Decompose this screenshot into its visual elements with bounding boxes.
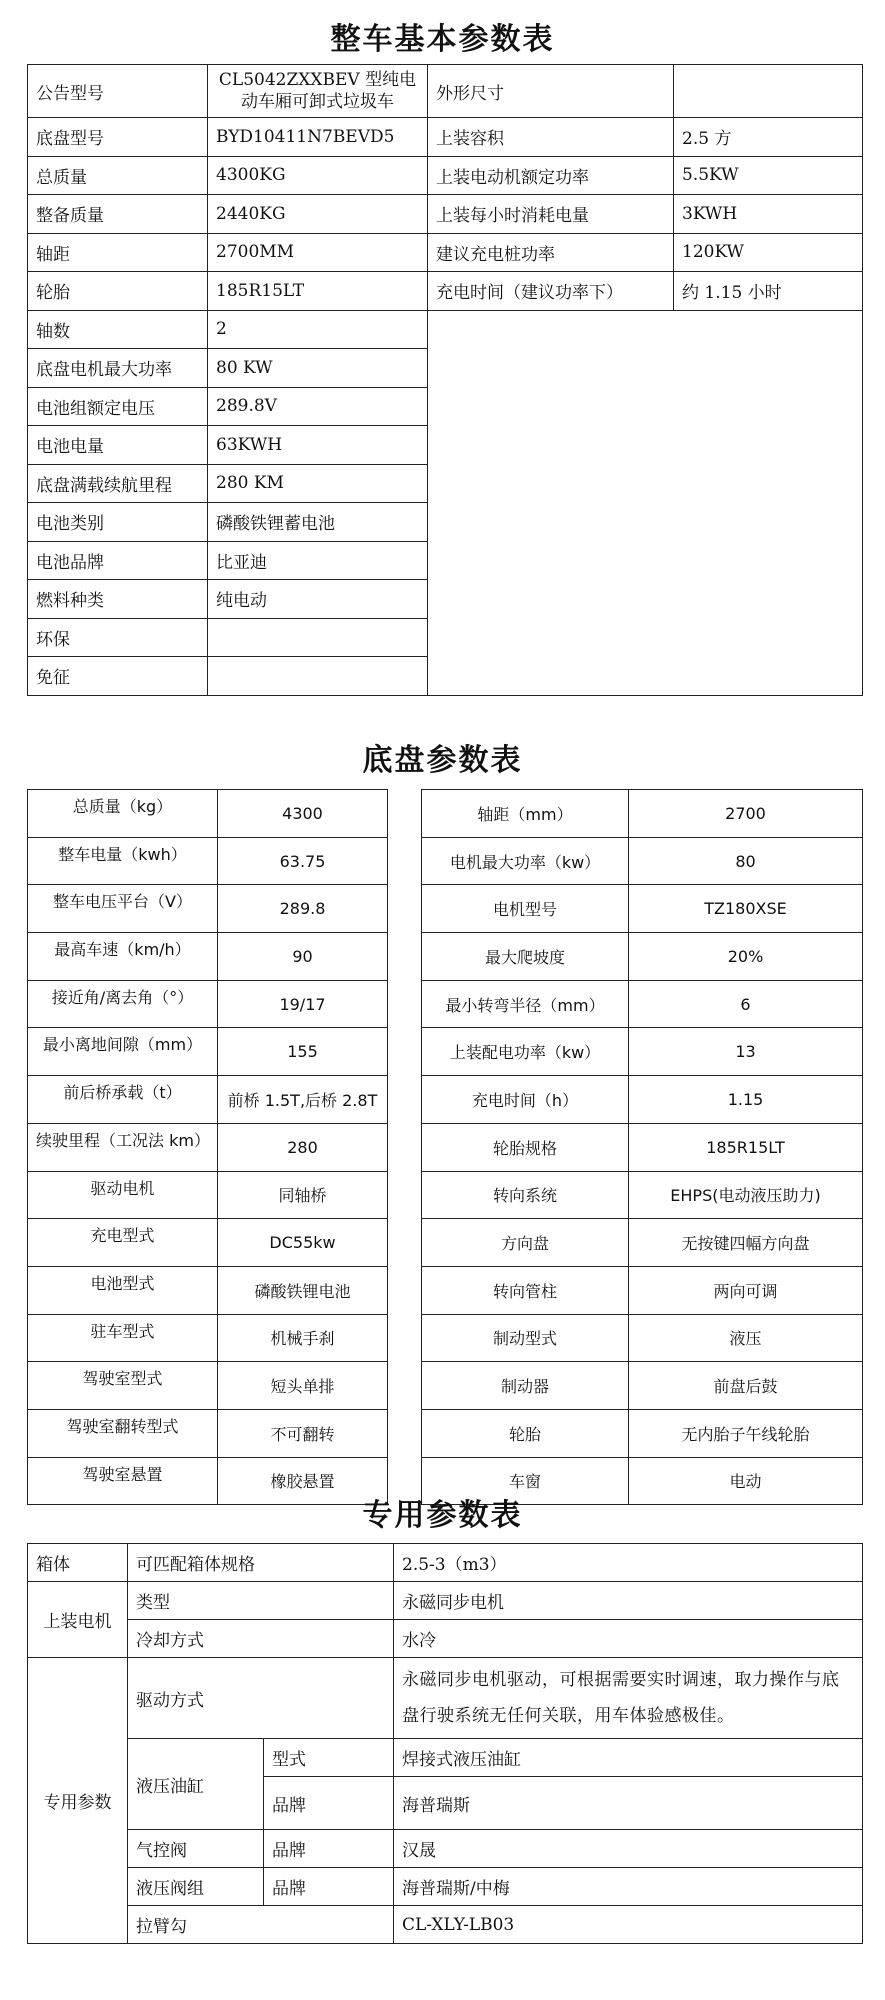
cell-value: 2440KG — [208, 195, 428, 234]
cell-label: 整备质量 — [28, 195, 208, 234]
cooling-value: 水冷 — [394, 1620, 863, 1658]
cell-value: TZ180XSE — [629, 885, 863, 933]
table-row — [28, 118, 863, 157]
table-row — [28, 156, 863, 195]
table-row — [28, 1266, 863, 1314]
cell-label: 方向盘 — [422, 1219, 629, 1267]
cell-value: 13 — [629, 1028, 863, 1076]
cell-label: 转向管柱 — [422, 1266, 629, 1314]
table-row — [28, 310, 863, 349]
cell-value: 纯电动 — [208, 580, 428, 619]
cell-value: EHPS(电动液压助力) — [629, 1171, 863, 1219]
cell-label: 电机最大功率（kw） — [422, 837, 629, 885]
cell-value: 比亚迪 — [208, 541, 428, 580]
cell-value: 120KW — [674, 233, 863, 272]
table-row — [28, 885, 863, 933]
cell-value: 63KWH — [208, 426, 428, 465]
basic-params-table — [27, 64, 863, 696]
cyl-brand-value: 海普瑞斯 — [394, 1777, 863, 1830]
cell-value: 63.75 — [218, 837, 388, 885]
drive-value: 永磁同步电机驱动，可根据需要实时调速，取力操作与底盘行驶系统无任何关联，用车体验感极佳。 — [394, 1658, 863, 1739]
cell-value: 4300KG — [208, 156, 428, 195]
cell-label: 最大爬坡度 — [422, 933, 629, 981]
column-gap — [388, 1219, 422, 1267]
cell-label: 最高车速（km/h） — [28, 933, 218, 981]
table-row — [28, 1028, 863, 1076]
cell-value: 80 KW — [208, 349, 428, 388]
table-row — [28, 837, 863, 885]
valve-brand-label: 品牌 — [264, 1868, 394, 1906]
cell-value: 2 — [208, 310, 428, 349]
cell-label: 底盘型号 — [28, 118, 208, 157]
cell-value: 电动 — [629, 1457, 863, 1505]
cell-value: 磷酸铁锂电池 — [218, 1266, 388, 1314]
cell-label: 电池类别 — [28, 503, 208, 542]
column-gap — [388, 1409, 422, 1457]
table-row — [28, 1620, 863, 1658]
cell-value: 289.8 — [218, 885, 388, 933]
box-label: 箱体 — [28, 1544, 128, 1582]
cell-value: 155 — [218, 1028, 388, 1076]
cell-value: 两向可调 — [629, 1266, 863, 1314]
cell-value: 前盘后鼓 — [629, 1362, 863, 1410]
cell-value: 5.5KW — [674, 156, 863, 195]
valve-label: 液压阀组 — [128, 1868, 264, 1906]
table-row — [28, 1171, 863, 1219]
cooling-label: 冷却方式 — [128, 1620, 394, 1658]
column-gap — [388, 837, 422, 885]
table-row — [28, 1076, 863, 1124]
hook-value: CL-XLY-LB03 — [394, 1906, 863, 1944]
cell-label: 轮胎规格 — [422, 1123, 629, 1171]
cell-label: 充电时间（建议功率下） — [428, 272, 674, 311]
cell-value: 液压 — [629, 1314, 863, 1362]
table-row — [28, 1314, 863, 1362]
chassis-params-table — [27, 789, 863, 1505]
motor-type-label: 类型 — [128, 1582, 394, 1620]
cell-value: 2700 — [629, 790, 863, 838]
table-row — [28, 1123, 863, 1171]
cell-label: 充电时间（h） — [422, 1076, 629, 1124]
cell-label: 轴距（mm） — [422, 790, 629, 838]
cell-label: 总质量 — [28, 156, 208, 195]
column-gap — [388, 980, 422, 1028]
cell-label: 驾驶室型式 — [28, 1362, 218, 1410]
cell-label: 前后桥承载（t） — [28, 1076, 218, 1124]
cell-label: 制动型式 — [422, 1314, 629, 1362]
motor-label: 上装电机 — [28, 1582, 128, 1658]
cell-label: 电机型号 — [422, 885, 629, 933]
cell-label: 驻车型式 — [28, 1314, 218, 1362]
cell-value: 20% — [629, 933, 863, 981]
motor-type-value: 永磁同步电机 — [394, 1582, 863, 1620]
cell-value: 6 — [629, 980, 863, 1028]
cell-label: 电池型式 — [28, 1266, 218, 1314]
table-row — [28, 1830, 863, 1868]
box-spec-value: 2.5-3（m3） — [394, 1544, 863, 1582]
table-row — [28, 1868, 863, 1906]
box-spec-label: 可匹配箱体规格 — [128, 1544, 394, 1582]
cell-label: 续驶里程（工况法 km） — [28, 1123, 218, 1171]
basic-params-title: 整车基本参数表 — [330, 22, 555, 57]
column-gap — [388, 1314, 422, 1362]
cell-label: 转向系统 — [422, 1171, 629, 1219]
hook-label: 拉臂勾 — [128, 1906, 394, 1944]
cell-label: 制动器 — [422, 1362, 629, 1410]
table-row — [28, 272, 863, 311]
cell-value — [208, 657, 428, 696]
cell-value: 同轴桥 — [218, 1171, 388, 1219]
cell-label: 充电型式 — [28, 1219, 218, 1267]
table-row — [28, 195, 863, 234]
cell-value: 磷酸铁锂蓄电池 — [208, 503, 428, 542]
table-row — [28, 233, 863, 272]
cell-label: 外形尺寸 — [428, 65, 674, 118]
table-row — [28, 1219, 863, 1267]
table-row — [28, 1582, 863, 1620]
table-row — [28, 65, 863, 118]
column-gap — [388, 1171, 422, 1219]
special-params-title: 专用参数表 — [362, 1498, 523, 1533]
cell-value: 280 — [218, 1123, 388, 1171]
cyl-type-value: 焊接式液压油缸 — [394, 1739, 863, 1777]
cell-label: 底盘满载续航里程 — [28, 464, 208, 503]
column-gap — [388, 1266, 422, 1314]
special-label: 专用参数 — [28, 1658, 128, 1944]
table-row — [28, 1906, 863, 1944]
cell-label: 轴数 — [28, 310, 208, 349]
cell-value: CL5042ZXXBEV 型纯电动车厢可卸式垃圾车 — [208, 65, 428, 118]
cell-value: 80 — [629, 837, 863, 885]
cell-label: 建议充电桩功率 — [428, 233, 674, 272]
cyl-type-label: 型式 — [264, 1739, 394, 1777]
cell-value: 2700MM — [208, 233, 428, 272]
air-brand-label: 品牌 — [264, 1830, 394, 1868]
column-gap — [388, 1076, 422, 1124]
table-row — [28, 1409, 863, 1457]
cell-value: BYD10411N7BEVD5 — [208, 118, 428, 157]
air-label: 气控阀 — [128, 1830, 264, 1868]
cell-value: 橡胶悬置 — [218, 1457, 388, 1505]
cell-value: 289.8V — [208, 387, 428, 426]
cell-label: 电池电量 — [28, 426, 208, 465]
cell-value: 机械手刹 — [218, 1314, 388, 1362]
cell-label: 最小转弯半径（mm） — [422, 980, 629, 1028]
table-row — [28, 980, 863, 1028]
special-params-table — [27, 1543, 863, 1944]
cell-label: 环保 — [28, 618, 208, 657]
cell-label: 驾驶室翻转型式 — [28, 1409, 218, 1457]
chassis-params-title: 底盘参数表 — [362, 743, 523, 778]
cell-label: 总质量（kg） — [28, 790, 218, 838]
cell-label: 轮胎 — [28, 272, 208, 311]
cell-value: 前桥 1.5T,后桥 2.8T — [218, 1076, 388, 1124]
cell-value: 19/17 — [218, 980, 388, 1028]
cell-label: 电池组额定电压 — [28, 387, 208, 426]
column-gap — [388, 790, 422, 838]
cell-value: 3KWH — [674, 195, 863, 234]
cell-value: 185R15LT — [629, 1123, 863, 1171]
cell-value: DC55kw — [218, 1219, 388, 1267]
cell-label: 上装每小时消耗电量 — [428, 195, 674, 234]
cell-value: 无内胎子午线轮胎 — [629, 1409, 863, 1457]
column-gap — [388, 1028, 422, 1076]
cell-value — [208, 618, 428, 657]
table-row — [28, 790, 863, 838]
column-gap — [388, 933, 422, 981]
cell-value: 4300 — [218, 790, 388, 838]
column-gap — [388, 1362, 422, 1410]
cell-value: 约 1.15 小时 — [674, 272, 863, 311]
cell-label: 车窗 — [422, 1457, 629, 1505]
cell-label: 电池品牌 — [28, 541, 208, 580]
cell-value: 280 KM — [208, 464, 428, 503]
cell-value: 185R15LT — [208, 272, 428, 311]
cell-value: 短头单排 — [218, 1362, 388, 1410]
column-gap — [388, 1123, 422, 1171]
cell-label: 轮胎 — [422, 1409, 629, 1457]
table-row — [28, 1658, 863, 1739]
cell-value: 1.15 — [629, 1076, 863, 1124]
column-gap — [388, 885, 422, 933]
blank-area — [428, 310, 863, 695]
cell-label: 上装电动机额定功率 — [428, 156, 674, 195]
cell-label: 整车电量（kwh） — [28, 837, 218, 885]
cell-label: 整车电压平台（V） — [28, 885, 218, 933]
cell-value: 90 — [218, 933, 388, 981]
cell-value: 2.5 方 — [674, 118, 863, 157]
cell-value — [674, 65, 863, 118]
cell-label: 上装容积 — [428, 118, 674, 157]
cell-value: 无按键四幅方向盘 — [629, 1219, 863, 1267]
cell-value: 不可翻转 — [218, 1409, 388, 1457]
table-row — [28, 1544, 863, 1582]
air-brand-value: 汉晟 — [394, 1830, 863, 1868]
table-row — [28, 1739, 863, 1777]
cell-label: 接近角/离去角（°） — [28, 980, 218, 1028]
cell-label: 驾驶室悬置 — [28, 1457, 218, 1505]
valve-brand-value: 海普瑞斯/中梅 — [394, 1868, 863, 1906]
cell-label: 驱动电机 — [28, 1171, 218, 1219]
cyl-brand-label: 品牌 — [264, 1777, 394, 1830]
table-row — [28, 1362, 863, 1410]
cell-label: 公告型号 — [28, 65, 208, 118]
table-row — [28, 933, 863, 981]
cell-label: 底盘电机最大功率 — [28, 349, 208, 388]
cell-label: 上装配电功率（kw） — [422, 1028, 629, 1076]
cell-label: 最小离地间隙（mm） — [28, 1028, 218, 1076]
cell-label: 免征 — [28, 657, 208, 696]
cell-label: 轴距 — [28, 233, 208, 272]
cyl-label: 液压油缸 — [128, 1739, 264, 1830]
drive-label: 驱动方式 — [128, 1658, 394, 1739]
cell-label: 燃料种类 — [28, 580, 208, 619]
